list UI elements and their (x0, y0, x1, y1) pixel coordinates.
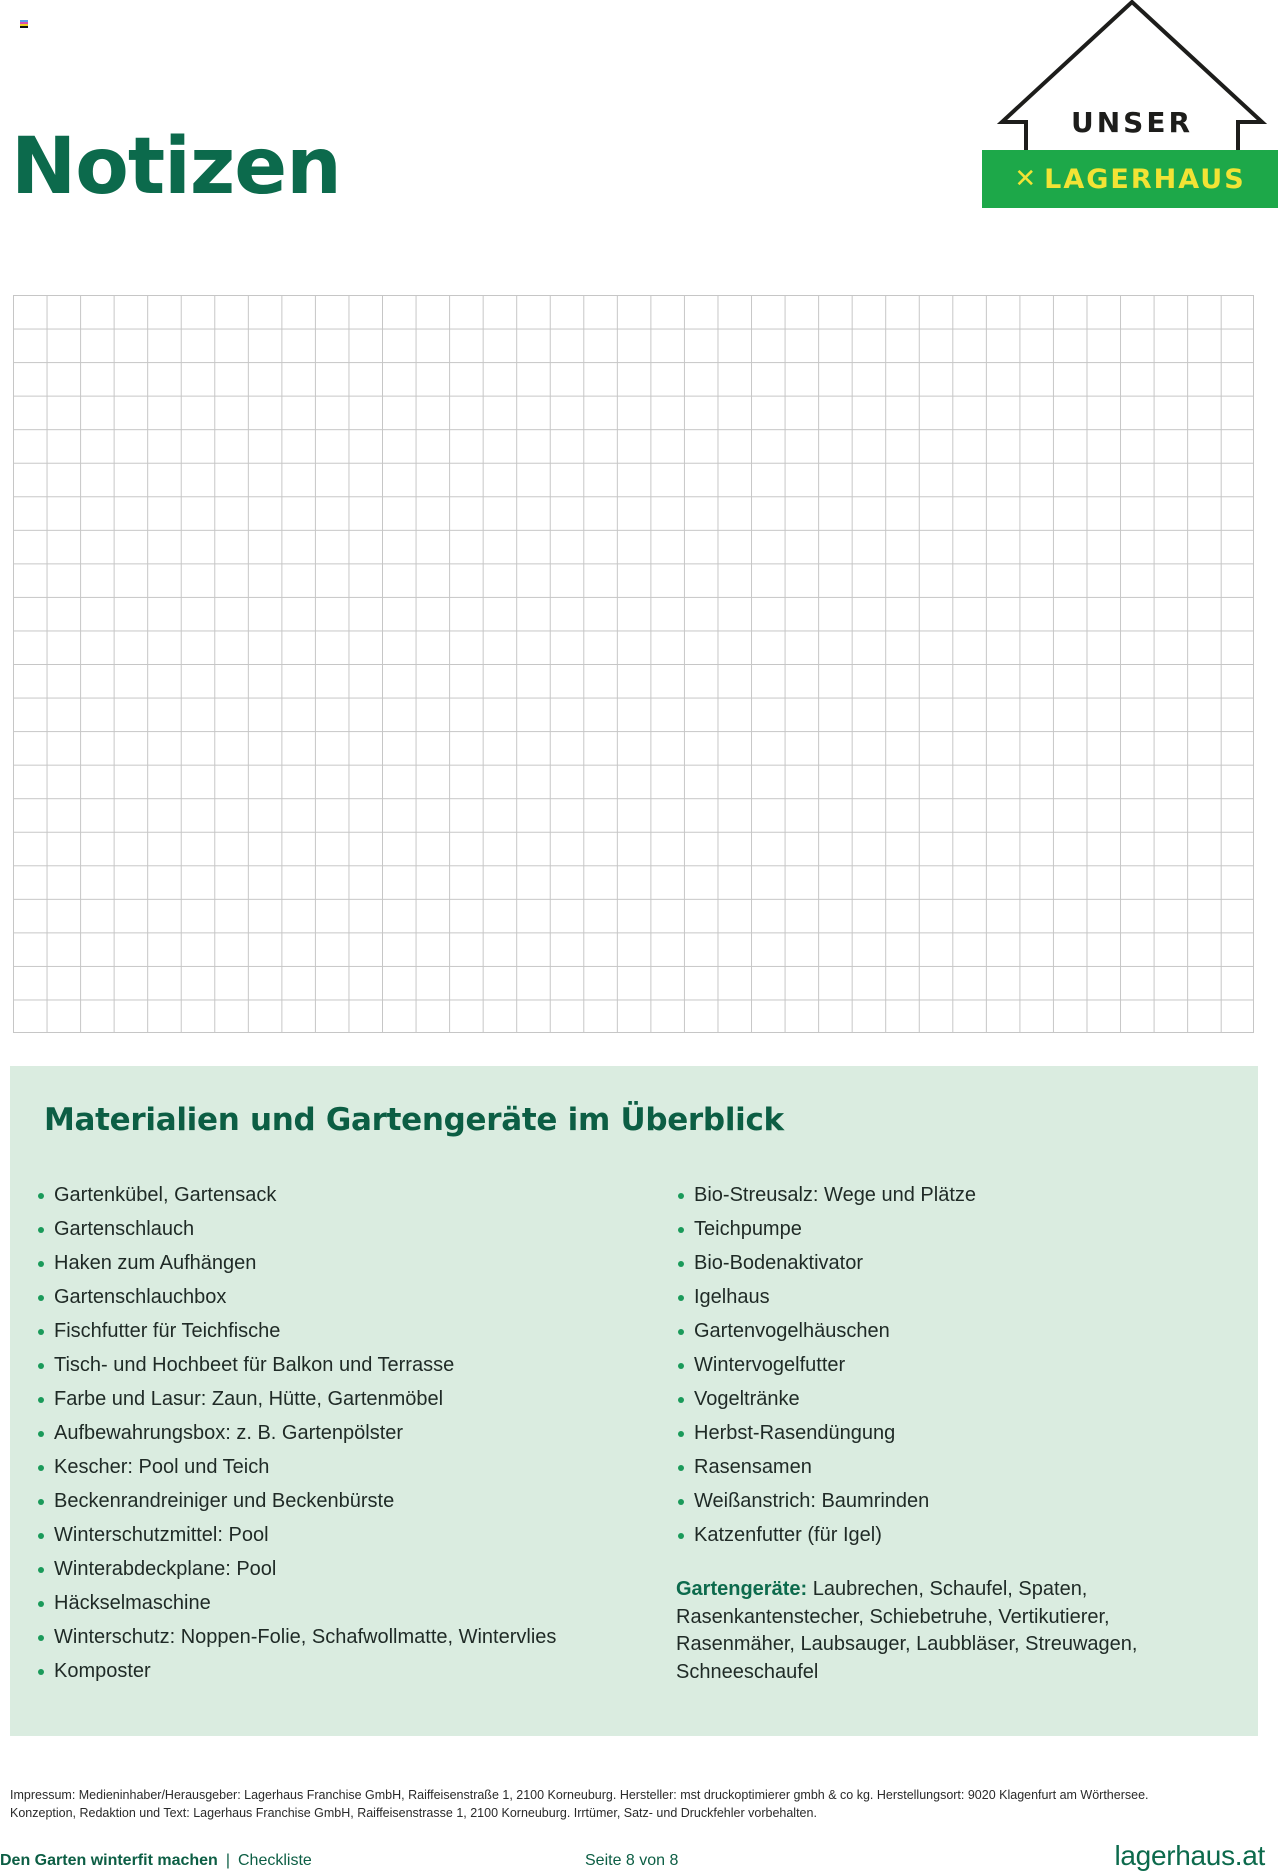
materials-list-right (676, 1178, 976, 1552)
list-item-text: Häckselmaschine (54, 1592, 211, 1614)
list-item (676, 1382, 976, 1416)
notes-grid[interactable] (13, 295, 1254, 1033)
garden-tools-paragraph (676, 1576, 1196, 1686)
list-item-text: Gartenvogelhäuschen (694, 1320, 890, 1342)
bullet-icon (678, 1295, 684, 1301)
bullet-icon (38, 1669, 44, 1675)
list-item (676, 1178, 976, 1212)
bullet-icon (38, 1329, 44, 1335)
bullet-icon (678, 1261, 684, 1267)
bullet-icon (38, 1465, 44, 1471)
page-title: Notizen (11, 122, 341, 212)
bullet-icon (678, 1533, 684, 1539)
list-item (36, 1620, 556, 1654)
logo-green-bar (982, 150, 1278, 208)
list-item (676, 1348, 976, 1382)
list-item-text: Weißanstrich: Baumrinden (694, 1490, 930, 1512)
list-item-text: Bio-Streusalz: Wege und Plätze (694, 1184, 977, 1206)
list-item (676, 1314, 976, 1348)
list-item (676, 1212, 976, 1246)
bullet-icon (38, 1261, 44, 1267)
bullet-icon (38, 1499, 44, 1505)
list-item-text: Vogeltränke (694, 1388, 800, 1410)
overview-title: Materialien und Gartengeräte im Überblick (44, 1102, 784, 1138)
footer-doc-title: Den Garten winterfit machen (0, 1852, 218, 1869)
list-item (676, 1416, 976, 1450)
list-item (676, 1518, 976, 1552)
list-item (36, 1484, 556, 1518)
page-number: Seite 8 von 8 (585, 1852, 679, 1869)
imprint-line-2: Konzeption, Redaktion und Text: Lagerhaus Franchise GmbH, Raiffeisenstrasse 1, 2100 Korneuburg. Irrtümer, Satz- und Druckfehler vorbehalten. (10, 1806, 817, 1820)
list-item (676, 1246, 976, 1280)
list-item-text: Igelhaus (694, 1286, 770, 1308)
logo-unser-text: UNSER (1070, 106, 1194, 139)
list-item-text: Gartenschlauchbox (54, 1286, 227, 1308)
bullet-icon (678, 1431, 684, 1437)
print-color-marks (20, 20, 28, 28)
list-item-text: Winterschutz: Noppen-Folie, Schafwollmatte, Wintervlies (54, 1626, 557, 1648)
list-item-text: Wintervogelfutter (694, 1354, 846, 1376)
list-item-text: Fischfutter für Teichfische (54, 1320, 281, 1342)
list-item-text: Gartenschlauch (54, 1218, 195, 1240)
garden-tools-text: Laubrechen, Schaufel, Spaten, Rasenkantenstecher, Schiebetruhe, Vertikutierer, Rasenmäher, Laubsauger, Laubbläser, Streuwagen, Schneeschaufel (676, 1578, 1138, 1683)
list-item-text: Bio-Bodenaktivator (694, 1252, 863, 1274)
unser-lagerhaus-logo (982, 0, 1280, 212)
list-item (36, 1246, 556, 1280)
bullet-icon (38, 1533, 44, 1539)
list-item-text: Herbst-Rasendüngung (694, 1422, 896, 1444)
list-item (36, 1382, 556, 1416)
bullet-icon (38, 1397, 44, 1403)
bullet-icon (678, 1465, 684, 1471)
list-item (36, 1586, 556, 1620)
bullet-icon (678, 1329, 684, 1335)
imprint-line-1: Impressum: Medieninhaber/Herausgeber: Lagerhaus Franchise GmbH, Raiffeisenstraße 1, 2100 Korneuburg. Hersteller: mst druckoptimierer gmbh & co kg. Herstellungsort: 9020 Klagenfurt am Wörthersee. (10, 1788, 1149, 1802)
bullet-icon (38, 1567, 44, 1573)
logo-lagerhaus-text: LAGERHAUS (1044, 163, 1246, 195)
list-item (36, 1552, 556, 1586)
bullet-icon (678, 1499, 684, 1505)
list-item-text: Katzenfutter (für Igel) (694, 1524, 882, 1546)
list-item (676, 1280, 976, 1314)
bullet-icon (678, 1397, 684, 1403)
imprint (10, 1786, 1275, 1822)
list-item-text: Haken zum Aufhängen (54, 1252, 257, 1274)
list-item (36, 1212, 556, 1246)
footer-doc-type: Checkliste (237, 1852, 312, 1869)
bullet-icon (678, 1193, 684, 1199)
garden-tools-label: Gartengeräte: (676, 1578, 808, 1600)
list-item-text: Rasensamen (694, 1456, 812, 1478)
list-item (36, 1416, 556, 1450)
list-item (36, 1314, 556, 1348)
list-item (36, 1348, 556, 1382)
list-item-text: Teichpumpe (694, 1218, 802, 1240)
list-item-text: Tisch- und Hochbeet für Balkon und Terrasse (54, 1354, 455, 1376)
materials-list-left (36, 1178, 556, 1688)
bullet-icon (38, 1363, 44, 1369)
footer-separator: | (225, 1852, 230, 1869)
list-item (36, 1178, 556, 1212)
website-link[interactable]: lagerhaus.at (1114, 1840, 1265, 1871)
bullet-icon (678, 1363, 684, 1369)
bullet-icon (38, 1295, 44, 1301)
list-item-text: Winterabdeckplane: Pool (54, 1558, 277, 1580)
list-item (36, 1518, 556, 1552)
bullet-icon (38, 1601, 44, 1607)
bullet-icon (38, 1431, 44, 1437)
raiffeisen-cross-icon: ✕ (1014, 164, 1037, 194)
bullet-icon (38, 1635, 44, 1641)
bullet-icon (38, 1193, 44, 1199)
footer-document-info (0, 1852, 312, 1870)
list-item-text: Kescher: Pool und Teich (54, 1456, 270, 1478)
list-item-text: Gartenkübel, Gartensack (54, 1184, 277, 1206)
list-item (36, 1654, 556, 1688)
list-item-text: Farbe und Lasur: Zaun, Hütte, Gartenmöbel (54, 1388, 444, 1410)
list-item-text: Komposter (54, 1660, 151, 1682)
bullet-icon (678, 1227, 684, 1233)
materials-overview-panel (10, 1066, 1258, 1736)
list-item (36, 1450, 556, 1484)
list-item (676, 1450, 976, 1484)
list-item (676, 1484, 976, 1518)
list-item-text: Beckenrandreiniger und Beckenbürste (54, 1490, 395, 1512)
bullet-icon (38, 1227, 44, 1233)
list-item-text: Aufbewahrungsbox: z. B. Gartenpölster (54, 1422, 404, 1444)
list-item (36, 1280, 556, 1314)
list-item-text: Winterschutzmittel: Pool (54, 1524, 269, 1546)
